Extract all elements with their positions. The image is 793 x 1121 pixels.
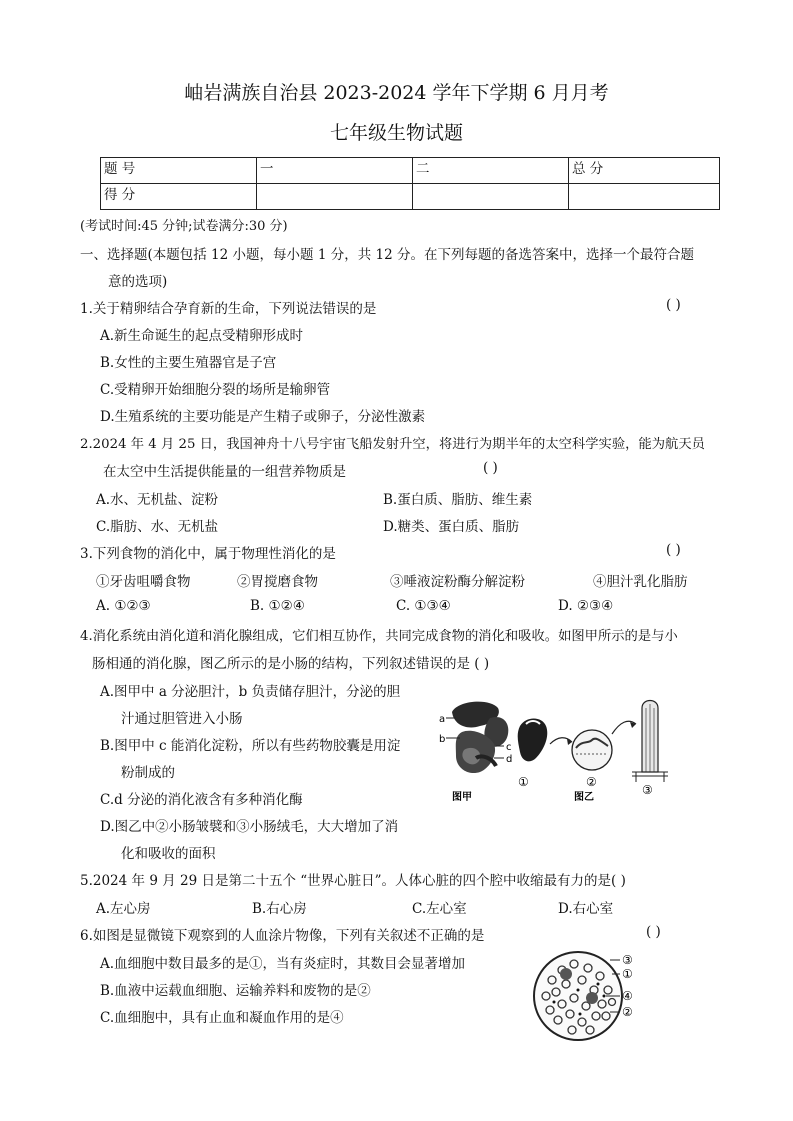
option-b[interactable]: B. ①②④ bbox=[250, 598, 305, 614]
option-d[interactable]: D.图乙中②小肠皱襞和③小肠绒毛，大大增加了消 bbox=[100, 819, 399, 835]
option-a-cont: 汁通过胆管进入小肠 bbox=[121, 711, 243, 727]
option-a[interactable]: A.新生命诞生的起点受精卵形成时 bbox=[100, 328, 304, 344]
label-c: c bbox=[506, 742, 512, 753]
table-cell: 题 号 bbox=[101, 158, 257, 184]
figure-num-2: ② bbox=[586, 775, 597, 789]
section-heading-cont: 意的选项) bbox=[108, 274, 168, 290]
question-2-stem: 2.2024 年 4 月 25 日，我国神舟十八号宇宙飞船发射升空，将进行为期半年的太空科学实验，能为航天员 bbox=[80, 437, 705, 452]
option-a[interactable]: A.血细胞中数目最多的是①，当有炎症时，其数目会显著增加 bbox=[100, 956, 466, 972]
figure-jia bbox=[439, 702, 512, 803]
question-1-stem: 1.关于精卵结合孕育新的生命，下列说法错误的是 bbox=[80, 301, 377, 317]
exam-title: 岫岩满族自治县 2023-2024 学年下学期 6 月月考 bbox=[184, 82, 609, 104]
option-a[interactable]: A.水、无机盐、淀粉 bbox=[96, 492, 219, 508]
question-6-stem: 6.如图是显微镜下观察到的人血涂片物像，下列有关叙述不正确的是 bbox=[80, 928, 485, 944]
option-b[interactable]: B.女性的主要生殖器官是子宫 bbox=[100, 355, 277, 371]
option-d[interactable]: D.糖类、蛋白质、脂肪 bbox=[383, 519, 520, 535]
option-c[interactable]: C.脂肪、水、无机盐 bbox=[96, 519, 219, 535]
white-blood-cell bbox=[560, 968, 572, 980]
option-d[interactable]: D.右心室 bbox=[558, 901, 614, 917]
option-c[interactable]: C.受精卵开始细胞分裂的场所是输卵管 bbox=[100, 382, 331, 398]
option-c[interactable]: C. ①③④ bbox=[396, 598, 451, 614]
smear-label-3: ③ bbox=[622, 953, 633, 967]
question-3-stem: 3.下列食物的消化中，属于物理性消化的是 bbox=[80, 546, 336, 562]
label-b: b bbox=[439, 734, 446, 745]
option-b[interactable]: B.右心房 bbox=[252, 901, 307, 917]
option-a[interactable]: A.图甲中 a 分泌胆汁，b 负责储存胆汁，分泌的胆 bbox=[100, 684, 401, 700]
table-row bbox=[101, 158, 720, 184]
section-heading: 一、选择题(本题包括 12 小题，每小题 1 分，共 12 分。在下列每题的备选答案中，选择一个最符合题 bbox=[80, 247, 694, 263]
statement-2: ②胃搅磨食物 bbox=[237, 574, 318, 590]
smear-label-4: ④ bbox=[622, 989, 633, 1003]
caption-jia: 图甲 bbox=[452, 792, 472, 803]
question-5-stem: 5.2024 年 9 月 29 日是第二十五个 “世界心脏日”。人体心脏的四个腔中收缩最有力的是( ) bbox=[80, 873, 626, 889]
answer-blank[interactable]: ( ) bbox=[666, 297, 681, 313]
answer-blank[interactable]: ( ) bbox=[483, 460, 498, 476]
option-b[interactable]: B.图甲中 c 能消化淀粉，所以有些药物胶囊是用淀 bbox=[100, 738, 401, 754]
white-blood-cell bbox=[586, 992, 598, 1004]
option-a[interactable]: A.左心房 bbox=[96, 901, 151, 917]
table-cell: 得 分 bbox=[101, 184, 257, 210]
option-d[interactable]: D.生殖系统的主要功能是产生精子或卵子，分泌性激素 bbox=[100, 409, 426, 425]
option-d-cont: 化和吸收的面积 bbox=[121, 846, 216, 862]
table-row bbox=[101, 184, 720, 210]
exam-subtitle: 七年级生物试题 bbox=[329, 122, 463, 144]
answer-blank[interactable]: ( ) bbox=[646, 924, 661, 940]
question-2-stem-cont: 在太空中生活提供能量的一组营养物质是 bbox=[103, 464, 346, 480]
table-cell: 二 bbox=[413, 158, 569, 184]
option-a[interactable]: A. ①②③ bbox=[96, 598, 151, 614]
smear-label-1: ① bbox=[622, 967, 633, 981]
label-d: d bbox=[506, 754, 513, 765]
option-c[interactable]: C.d 分泌的消化液含有多种消化酶 bbox=[100, 792, 303, 808]
smear-label-2: ② bbox=[622, 1005, 633, 1019]
score-table bbox=[100, 157, 720, 210]
option-b[interactable]: B.血液中运载血细胞、运输养料和废物的是② bbox=[100, 983, 371, 999]
statement-3: ③唾液淀粉酶分解淀粉 bbox=[390, 574, 525, 590]
exam-info: (考试时间:45 分钟;试卷满分:30 分) bbox=[80, 219, 288, 234]
figure-yi bbox=[518, 701, 668, 804]
table-cell: 总 分 bbox=[569, 158, 720, 184]
digestive-figure bbox=[436, 688, 696, 806]
option-d[interactable]: D. ②③④ bbox=[558, 598, 614, 614]
question-4-stem: 4.消化系统由消化道和消化腺组成，它们相互协作，共同完成食物的消化和吸收。如图甲所示的是与小 bbox=[80, 629, 678, 644]
caption-yi: 图乙 bbox=[574, 792, 594, 803]
table-cell[interactable] bbox=[413, 184, 569, 210]
figure-num-3: ③ bbox=[642, 783, 653, 797]
option-c[interactable]: C.血细胞中，具有止血和凝血作用的是④ bbox=[100, 1010, 344, 1026]
option-c[interactable]: C.左心室 bbox=[412, 901, 467, 917]
label-a: a bbox=[439, 714, 446, 725]
table-cell[interactable] bbox=[569, 184, 720, 210]
table-cell: 一 bbox=[257, 158, 413, 184]
question-4-stem-cont: 肠相通的消化腺，图乙所示的是小肠的结构，下列叙述错误的是 ( ) bbox=[92, 656, 490, 672]
option-b[interactable]: B.蛋白质、脂肪、维生素 bbox=[383, 492, 533, 508]
answer-blank[interactable]: ( ) bbox=[666, 542, 681, 558]
statement-4: ④胆汁乳化脂肪 bbox=[593, 574, 688, 590]
statement-1: ①牙齿咀嚼食物 bbox=[96, 574, 191, 590]
figure-num-1: ① bbox=[518, 775, 529, 789]
blood-smear-figure bbox=[532, 946, 662, 1046]
table-cell[interactable] bbox=[257, 184, 413, 210]
option-b-cont: 粉制成的 bbox=[121, 765, 175, 781]
